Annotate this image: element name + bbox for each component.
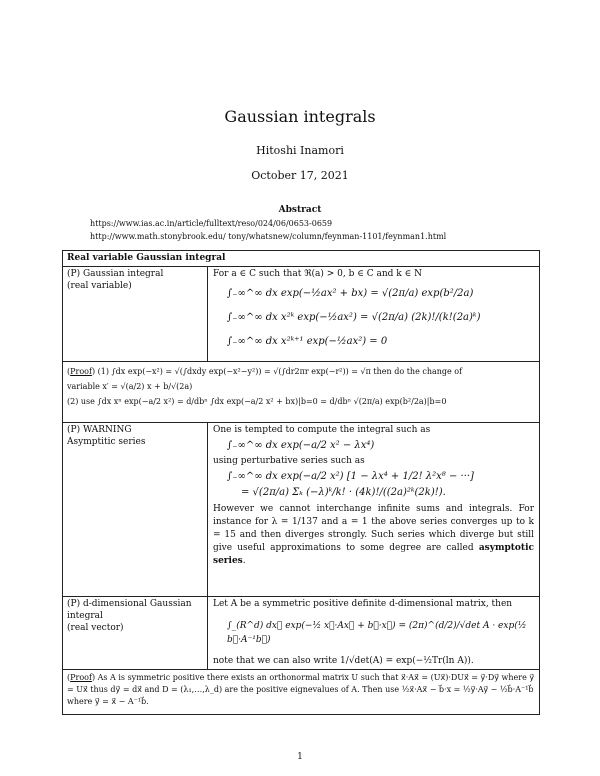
row-content-cell xyxy=(208,267,539,361)
note-text: note that we can also write 1/√det(A) = exp(−½Tr(ln A)). xyxy=(213,656,474,666)
row-label-cell xyxy=(63,423,208,596)
equation-3: ∫₋∞^∞ dx x²ᵏ⁺¹ exp(−½ax²) = 0 xyxy=(227,336,388,347)
abstract-link-1[interactable]: https://www.ias.ac.in/article/fulltext/reso/024/06/0653-0659 xyxy=(90,219,333,228)
condition-text: For a ∈ C such that ℜ(a) > 0, b ∈ C and k ∈ N xyxy=(213,269,423,279)
equation-3: = √(2π/a) Σₖ (−λ)ᵏ/k! · (4k)!/((2a)²ᵏ(2k)!). xyxy=(241,487,446,498)
table-row-d-dim xyxy=(63,596,539,669)
section-title: Real variable Gaussian integral xyxy=(67,253,226,263)
equation-ddim: ∫_(R^d) dx⃗ exp(−½ x⃗·Ax⃗ + b⃗·x⃗) = (2π)^(d/2)/√det A · exp(½ b⃗·A⁻¹b⃗) xyxy=(227,621,527,645)
intro-text: One is tempted to compute the integral such as xyxy=(213,425,431,435)
equation-1: ∫₋∞^∞ dx exp(−a/2 x² − λx⁴) xyxy=(227,440,375,451)
page-number: 1 xyxy=(297,752,303,762)
proof-cell: (Proof) (1) ∫dx exp(−x²) = √(∫dxdy exp(−x²−y²)) = √(∫dr2πr exp(−r²)) = √π then do the change of variable x′ = √(a/2) x + b/√(2a) (2) use ∫dx xⁿ exp(−a/2 x²) = d/dbⁿ ∫dx exp(−a/2 x² + bx)|b=0 = d/dbⁿ √(2π/a) exp(b²/2a)|b=0 xyxy=(67,367,463,406)
date: October 17, 2021 xyxy=(251,169,349,182)
abstract-heading: Abstract xyxy=(278,205,322,215)
row-title: (P) d-dimensional Gaussian integral xyxy=(67,599,192,621)
row-label-cell xyxy=(63,267,208,361)
asymptotic-series-term: asymptotic series xyxy=(213,543,534,566)
row-title: (P) Gaussian integral xyxy=(67,269,164,279)
row-title: (P) WARNING xyxy=(67,425,132,435)
table-row-gaussian xyxy=(63,266,539,361)
explanation-period: . xyxy=(242,556,246,566)
table-row-proof-1 xyxy=(63,361,539,422)
author: Hitoshi Inamori xyxy=(256,144,344,157)
intro-text: Let A be a symmetric positive definite d-dimensional matrix, then xyxy=(213,599,513,609)
explanation-body: However we cannot interchange infinite sums and integrals. For instance for λ = 1/137 and a = 1 the above series converges up to k = 15 and then diverges strongly. Such series which diverge but still give useful approximations to some degree are called xyxy=(213,504,534,553)
row-subtitle: (real variable) xyxy=(67,281,132,291)
mid-text: using perturbative series such as xyxy=(213,456,365,466)
row-content-cell xyxy=(208,423,539,596)
proof-cell: (Proof) As A is symmetric positive there exists an orthonormal matrix U such that x⃗·Ax⃗ = (Ux⃗)·DUx⃗ = y⃗·Dy⃗ where y⃗ = Ux⃗ thus dy⃗ = dx⃗ and D = (λ₁,…,λ_d) are the positive eignevalues of A. Then use ½x⃗·Ax⃗ − b⃗·x = ½y⃗·Ay⃗ − ½b⃗·A⁻¹b⃗ where y⃗ = x⃗ − A⁻¹b⃗. xyxy=(67,673,535,706)
row-subtitle: Asymptitic series xyxy=(67,437,146,447)
abstract-link-2[interactable]: http://www.math.stonybrook.edu/ tony/whatsnew/column/feynman-1101/feynman1.html xyxy=(90,232,447,241)
proof-text: As A is symmetric positive there exists an orthonormal matrix U such that x⃗·Ax⃗ = (Ux⃗)·DUx⃗ = y⃗·Dy⃗ where y⃗ = Ux⃗ thus dy⃗ = dx⃗ and D = (λ₁,…,λ_d) are the positive eignevalues of A. Then use ½x⃗·Ax⃗ − b⃗·x = ½y⃗·Ay⃗ − ½b⃗·A⁻¹b⃗ where y⃗ = x⃗ − A⁻¹b⃗. xyxy=(67,673,535,706)
table-header-row xyxy=(63,251,539,266)
proof-line-3: (2) use ∫dx xⁿ exp(−a/2 x²) = d/dbⁿ ∫dx exp(−a/2 x² + bx)|b=0 = d/dbⁿ √(2π/a) exp(b²/2a)|b=0 xyxy=(67,397,447,406)
row-label-cell xyxy=(63,597,208,669)
proof-line-2: variable x′ = √(a/2) x + b/√(2a) xyxy=(67,382,193,391)
equation-2: ∫₋∞^∞ dx exp(−a/2 x²) [1 − λx⁴ + 1/2! λ²x⁸ − ···] xyxy=(227,471,474,482)
proof-line-1: (1) ∫dx exp(−x²) = √(∫dxdy exp(−x²−y²)) = √(∫dr2πr exp(−r²)) = √π then do the change of xyxy=(97,367,463,376)
table-row-warning xyxy=(63,422,539,596)
table-row-proof-2 xyxy=(63,669,539,714)
explanation-text xyxy=(213,503,534,568)
paper-title: Gaussian integrals xyxy=(224,107,376,126)
equation-2: ∫₋∞^∞ dx x²ᵏ exp(−½ax²) = √(2π/a) (2k)!/(k!(2a)ᵏ) xyxy=(227,312,481,323)
row-subtitle: (real vector) xyxy=(67,623,124,633)
proof-label: Proof xyxy=(70,367,92,376)
equation-1: ∫₋∞^∞ dx exp(−½ax² + bx) = √(2π/a) exp(b²/2a) xyxy=(227,288,474,299)
row-content-cell xyxy=(208,597,539,669)
gaussian-table xyxy=(62,250,540,715)
proof-label: Proof xyxy=(70,673,92,682)
